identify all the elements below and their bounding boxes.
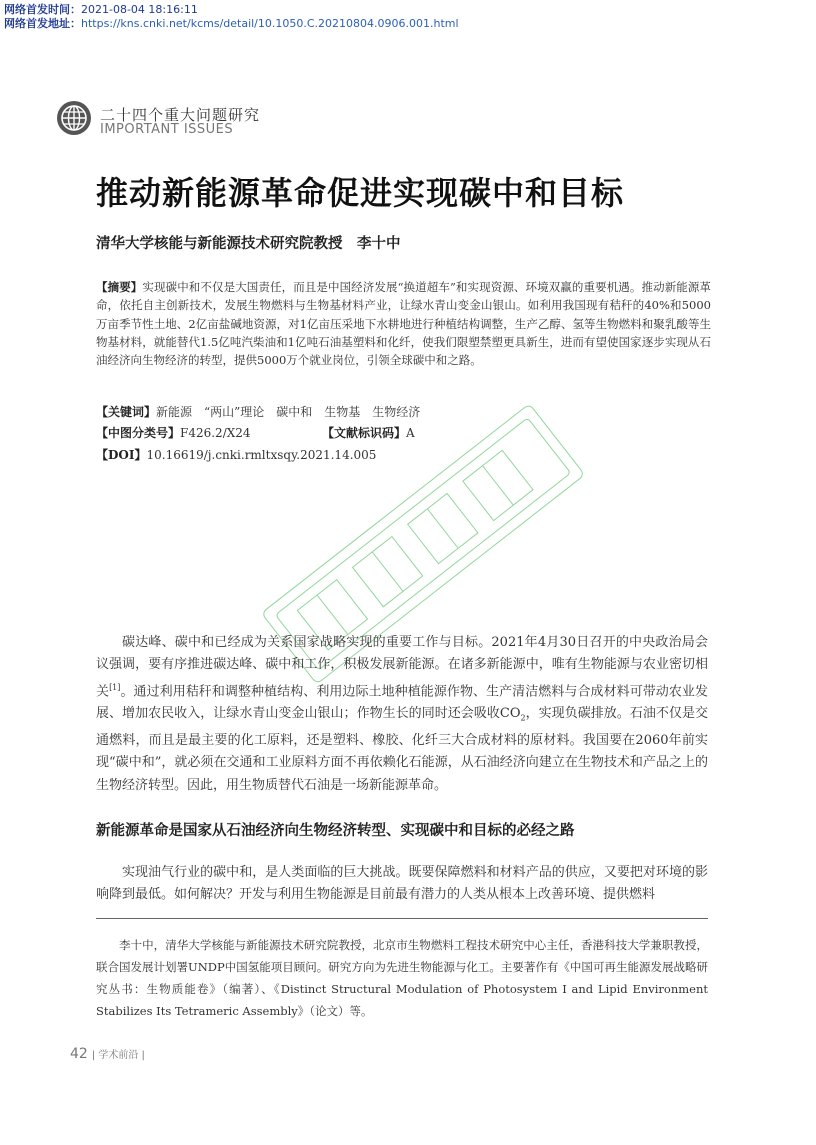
page-footer (70, 1046, 145, 1062)
publish-url-label: 网络首发地址： (4, 17, 81, 30)
classification-value: F426.2/X24 (180, 426, 251, 440)
section-heading: 新能源革命是国家从石油经济向生物经济转型、实现碳中和目标的必经之路 (96, 822, 575, 839)
publish-time: 2021-08-04 18:16:11 (81, 3, 198, 16)
publish-url-link[interactable]: https://kns.cnki.net/kcms/detail/10.1050.C.20210804.0906.001.html (81, 17, 459, 30)
doi (96, 446, 376, 463)
abstract-text: 实现碳中和不仅是大国责任，而且是中国经济发展“换道超车”和实现资源、环境双赢的重要机遇。推动新能源革命，依托自主创新技术，发展生物燃料与生物基材料产业，让绿水青山变金山银山。如利用我国现有秸秆的40%和5000万亩季节性土地、2亿亩盐碱地资源，对1亿亩压采地下水耕地进行种植结构调整，生产乙醇、氢等生物燃料和聚乳酸等生物基材料，就能替代1.5亿吨汽柴油和1亿吨石油基塑料和化纤，使我们限塑禁塑更具新生，进而有望使国家逐步实现从石油经济向生物经济的转型，提供5000万个就业岗位，引领全球碳中和之路。 (96, 280, 711, 368)
classification (96, 424, 251, 441)
classification-label: 【中图分类号】 (96, 426, 181, 440)
body-paragraph-1 (96, 632, 708, 797)
abstract-label: 【摘要】 (96, 280, 143, 294)
doc-code-value: A (406, 426, 415, 440)
publish-time-label: 网络首发时间： (4, 3, 81, 16)
author-footnote: 李十中，清华大学核能与新能源技术研究院教授，北京市生物燃料工程技术研究中心主任，香港科技大学兼职教授，联合国发展计划署UNDP中国氢能项目顾问。研究方向为先进生物能源与化工。主要著作有《中国可再生能源发展战略研究丛书：生物质能卷》（编著）、《Distinct Structural Modulation of Photosystem I and Lipid Environment Stabilizes Its Tetrameric Assembly》（论文）等。 (96, 938, 708, 1018)
publish-url-line (4, 17, 459, 30)
body-paragraph-2: 实现油气行业的碳中和，是人类面临的巨大挑战。既要保障燃料和材料产品的供应，又要把对环境的影响降到最低。如何解决？开发与利用生物能源是目前最有潜力的人类从根本上改善环境、提供燃料 (96, 865, 708, 903)
keywords (96, 402, 711, 422)
publish-time-line (4, 3, 198, 16)
doc-code-label: 【文献标识码】 (322, 426, 407, 440)
section-title-cn: 二十四个重大问题研究 (100, 106, 261, 124)
doi-value[interactable]: 10.16619/j.cnki.rmltxsqy.2021.14.005 (146, 448, 377, 462)
doc-code (322, 424, 415, 441)
body-p1-a: 碳达峰、碳中和已经成为关系国家战略实现的重要工作与目标。2021年4月30日召开的中央政治局会议强调，要有序推进碳达峰、碳中和工作，积极发展新能源。在诸多新能源中，唯有生物能源与农业密切相关 (96, 635, 708, 699)
article-author: 清华大学核能与新能源技术研究院教授 李十中 (96, 235, 401, 252)
keywords-text: 新能源 “两山”理论 碳中和 生物基 生物经济 (156, 405, 421, 419)
doi-label: 【DOI】 (96, 448, 147, 462)
co2-subscript: 2 (520, 713, 526, 723)
footnote-divider (96, 918, 708, 919)
article-title: 推动新能源革命促进实现碳中和目标 (96, 174, 625, 212)
globe-icon (56, 100, 92, 136)
abstract (96, 278, 711, 369)
body-p1-b: 。通过利用秸秆和调整种植结构、利用边际土地种植能源作物、生产清洁燃料与合成材料可带动农业发展、增加农民收入，让绿水青山变金山银山；作物生长的同时还会吸收CO (96, 683, 708, 722)
keywords-label: 【关键词】 (96, 405, 157, 419)
section-title-en: IMPORTANT ISSUES (100, 122, 234, 137)
reference-1[interactable]: [1] (109, 682, 121, 692)
page-number: 42 (70, 1046, 88, 1062)
journal-name: | 学术前沿 | (91, 1050, 145, 1061)
body-p1-c: ，实现负碳排放。石油不仅是交通燃料，而且是最主要的化工原料，还是塑料、橡胶、化纤三大合成材料的原材料。我国要在2060年前实现“碳中和”，就必须在交通和工业原料方面不再依赖化石能源，从石油经济向建立在生物技术和产品之上的生物经济转型。因此，用生物质替代石油是一场新能源革命。 (96, 706, 708, 793)
